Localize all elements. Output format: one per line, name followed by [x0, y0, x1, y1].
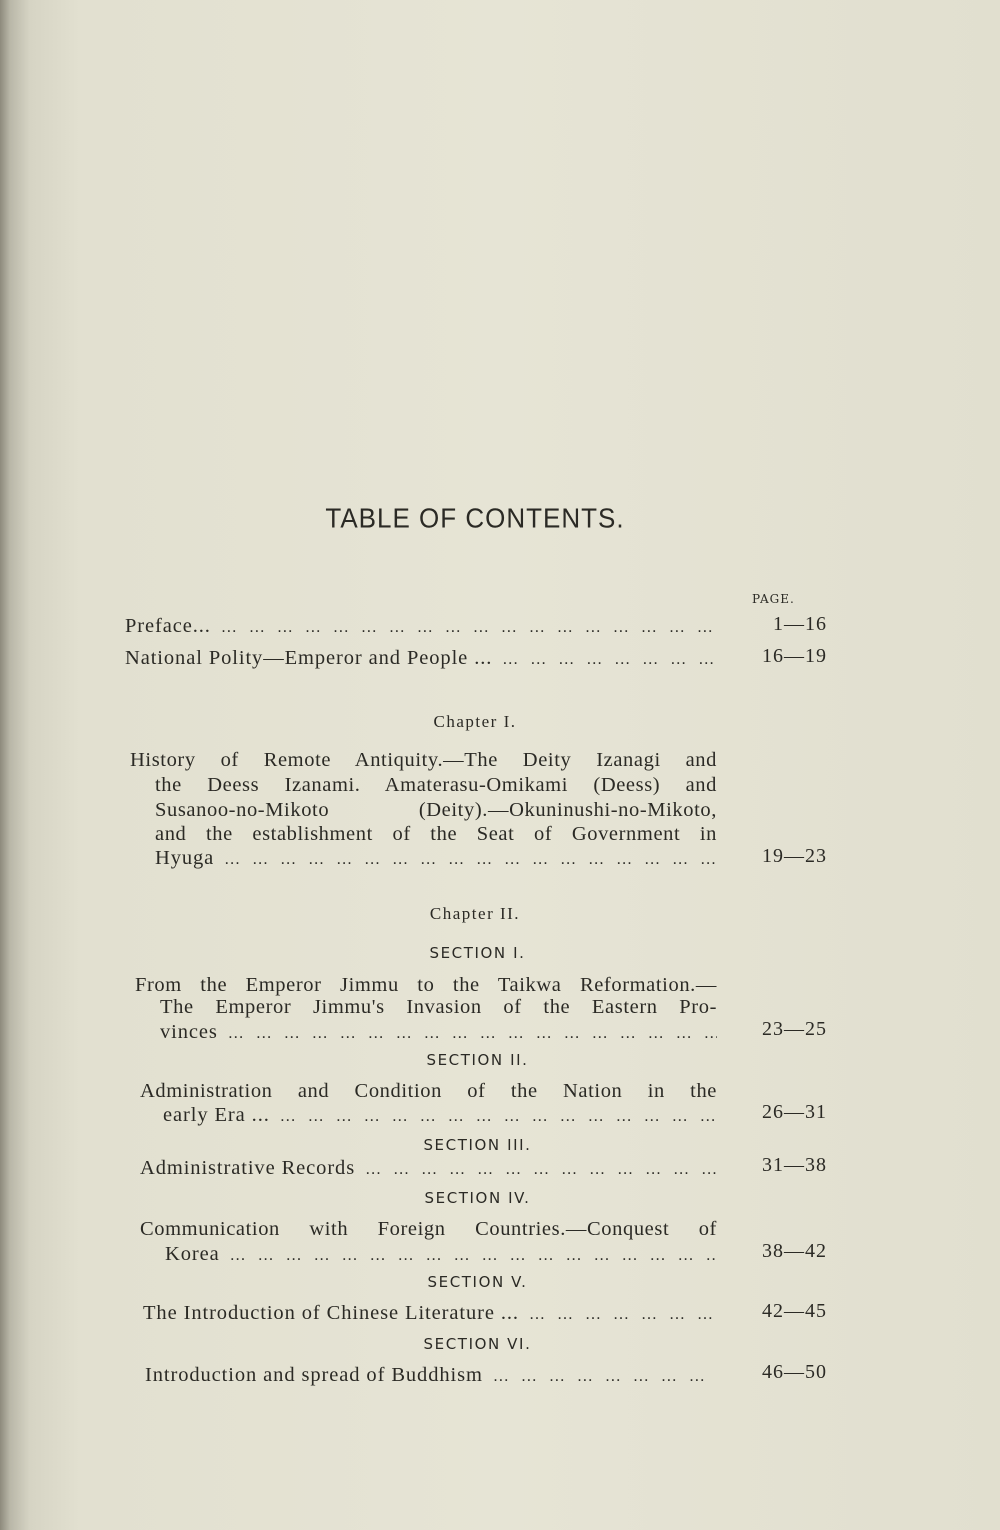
section-heading: SECTION I.: [429, 944, 526, 962]
section-heading: SECTION V.: [427, 1273, 528, 1291]
entry-title: Korea: [165, 1243, 220, 1265]
entry-line: From the Emperor Jimmu to the Taikwa Reformation.—: [135, 974, 717, 996]
entry-line: [140, 1155, 717, 1181]
entry-line: Susanoo-no-Mikoto (Deity).—Okuninushi-no-Mikoto,: [155, 799, 717, 821]
section-heading: SECTION IV.: [424, 1189, 531, 1207]
chapter-heading: Chapter II.: [429, 904, 521, 923]
entry-pages: 19—23: [762, 845, 827, 867]
entry-pages: 31—38: [762, 1154, 827, 1176]
entry-pages: 16—19: [762, 645, 827, 667]
entry-pages: 23—25: [762, 1018, 827, 1040]
dot-leader: [529, 1300, 717, 1326]
entry-line: [160, 1019, 717, 1045]
entry-line: History of Remote Antiquity.—The Deity Izanagi and: [130, 749, 717, 771]
entry-title: Hyuga: [155, 847, 215, 869]
entry-line: The Emperor Jimmu's Invasion of the Eastern Pro-: [160, 996, 717, 1018]
dot-leader: [365, 1155, 717, 1181]
entry-line: [145, 1362, 717, 1388]
toc-entry-national-polity: [125, 645, 717, 671]
entry-title: Preface...: [125, 615, 211, 637]
dot-leader: [224, 845, 717, 871]
section-heading: SECTION VI.: [423, 1335, 532, 1353]
dot-leader: [230, 1241, 717, 1267]
entry-line: and the establishment of the Seat of Government in: [155, 823, 717, 845]
page-column-header: PAGE.: [752, 592, 795, 606]
dot-leader: [502, 645, 717, 671]
entry-title: vinces: [160, 1021, 218, 1043]
entry-title: National Polity—Emperor and People ...: [125, 647, 493, 669]
entry-title: early Era ...: [163, 1104, 270, 1126]
entry-pages: 46—50: [762, 1361, 827, 1383]
entry-line: the Deess Izanami. Amaterasu-Omikami (Deess) and: [155, 774, 717, 796]
entry-line: [165, 1241, 717, 1267]
toc-entry-preface: [125, 613, 717, 639]
page-title: TABLE OF CONTENTS.: [325, 502, 625, 534]
entry-line: [155, 845, 717, 871]
dot-leader: [280, 1102, 717, 1128]
entry-line: [163, 1102, 717, 1128]
section-heading: SECTION II.: [426, 1051, 529, 1069]
entry-line: Administration and Condition of the Nation in the: [140, 1080, 717, 1102]
dot-leader: [228, 1019, 717, 1045]
entry-title: Introduction and spread of Buddhism: [145, 1364, 483, 1386]
dot-leader: [221, 613, 717, 639]
entry-line: Communication with Foreign Countries.—Conquest of: [140, 1218, 717, 1240]
entry-pages: 26—31: [762, 1101, 827, 1123]
entry-pages: 1—16: [773, 613, 827, 635]
entry-line: [143, 1300, 717, 1326]
entry-pages: 42—45: [762, 1300, 827, 1322]
chapter-heading: Chapter I.: [433, 712, 517, 731]
entry-title: Administrative Records: [140, 1157, 356, 1179]
dot-leader: [493, 1362, 717, 1388]
section-heading: SECTION III.: [423, 1136, 532, 1154]
entry-pages: 38—42: [762, 1240, 827, 1262]
entry-title: The Introduction of Chinese Literature ...: [143, 1302, 519, 1324]
